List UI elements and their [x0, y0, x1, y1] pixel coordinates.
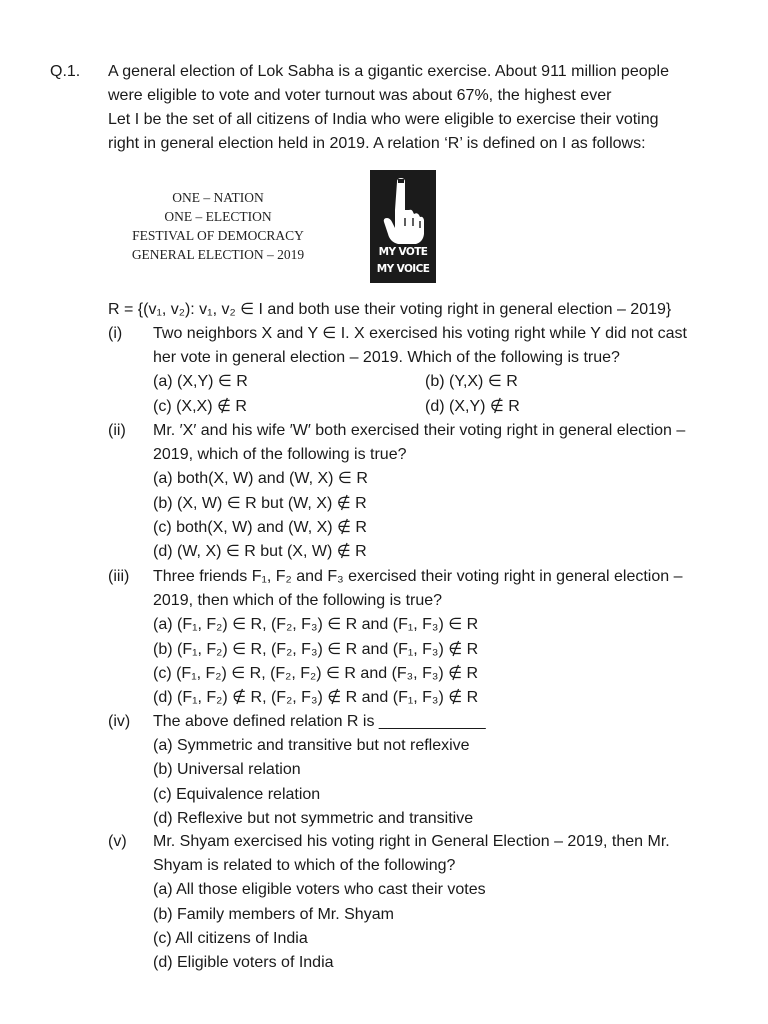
- option-a: (a) both(X, W) and (W, X) ∈ R: [153, 470, 368, 488]
- option-a: (a) (X,Y) ∈ R: [153, 373, 248, 391]
- option-d: (d) Eligible voters of India: [153, 954, 334, 972]
- option-d: (d) Reflexive but not symmetric and transitive: [153, 809, 474, 827]
- sub-question-text: 2019, then which of the following is true?: [153, 592, 443, 610]
- option-b: (b) Universal relation: [153, 761, 301, 779]
- option-b: (b) Family members of Mr. Shyam: [153, 905, 394, 923]
- sub-question-number: (iii): [108, 568, 130, 585]
- option-a: (a) Symmetric and transitive but not reflexive: [153, 737, 470, 755]
- slogan-line: FESTIVAL OF DEMOCRACY: [132, 228, 304, 243]
- option-d: (d) (F₁, F₂) ∉ R, (F₂, F₃) ∉ R and (F₁, F₃) ∉ R: [153, 689, 479, 707]
- option-b: (b) (Y,X) ∈ R: [425, 373, 518, 391]
- option-b: (b) (F₁, F₂) ∈ R, (F₂, F₃) ∈ R and (F₁, F₃) ∉ R: [153, 640, 479, 658]
- slogan-line: ONE – NATION: [172, 190, 264, 205]
- sub-question-text: Mr. ′X′ and his wife ′W′ both exercised their voting right in general election –: [153, 422, 686, 439]
- question-number: Q.1.: [50, 63, 81, 80]
- sub-question-text: Two neighbors X and Y ∈ I. X exercised his voting right while Y did not cast: [153, 325, 687, 342]
- sub-question-number: (iv): [108, 713, 131, 730]
- intro-line: were eligible to vote and voter turnout was about 67%, the highest ever: [108, 87, 612, 104]
- my-voice-label: MY VOICE: [376, 263, 430, 275]
- sub-question-text: Three friends F₁, F₂ and F₃ exercised their voting right in general election –: [153, 568, 683, 585]
- sub-question-text: 2019, which of the following is true?: [153, 446, 407, 464]
- relation-definition: R = {(v₁, v₂): v₁, v₂ ∈ I and both use their voting right in general election – 2019}: [108, 301, 672, 318]
- slogan-line: GENERAL ELECTION – 2019: [131, 247, 305, 262]
- option-c: (c) (F₁, F₂) ∈ R, (F₂, F₂) ∈ R and (F₃, F₃) ∉ R: [153, 664, 479, 682]
- option-c: (c) All citizens of India: [153, 929, 308, 947]
- question-intro: [108, 60, 748, 156]
- slogan-line: ONE – ELECTION: [164, 209, 272, 224]
- my-vote-logo: [370, 170, 436, 283]
- sub-question-number: (i): [108, 325, 123, 342]
- inked-finger-hand-icon: [376, 176, 430, 248]
- option-c: (c) Equivalence relation: [153, 785, 321, 803]
- intro-line: A general election of Lok Sabha is a gigantic exercise. About 911 million people: [108, 63, 669, 80]
- sub-question-text: her vote in general election – 2019. Which of the following is true?: [153, 349, 620, 367]
- option-a: (a) All those eligible voters who cast their votes: [153, 881, 486, 899]
- intro-line: right in general election held in 2019. A relation ‘R’ is defined on I as follows:: [108, 135, 646, 152]
- option-d: (d) (X,Y) ∉ R: [425, 397, 520, 415]
- sub-question-text: The above defined relation R is ____________: [153, 713, 486, 730]
- sub-question-text: Shyam is related to which of the following?: [153, 857, 456, 875]
- sub-question-number: (v): [108, 833, 127, 850]
- option-b: (b) (X, W) ∈ R but (W, X) ∉ R: [153, 494, 367, 512]
- option-a: (a) (F₁, F₂) ∈ R, (F₂, F₃) ∈ R and (F₁, F₃) ∈ R: [153, 616, 479, 634]
- option-c: (c) both(X, W) and (W, X) ∉ R: [153, 518, 367, 536]
- sub-question-text: Mr. Shyam exercised his voting right in General Election – 2019, then Mr.: [153, 833, 670, 850]
- my-vote-label: MY VOTE: [378, 246, 428, 258]
- sub-question-number: (ii): [108, 422, 126, 439]
- election-slogan: [108, 188, 328, 264]
- option-d: (d) (W, X) ∈ R but (X, W) ∉ R: [153, 543, 367, 561]
- intro-line: Let I be the set of all citizens of India who were eligible to exercise their voting: [108, 111, 659, 128]
- option-c: (c) (X,X) ∉ R: [153, 397, 247, 415]
